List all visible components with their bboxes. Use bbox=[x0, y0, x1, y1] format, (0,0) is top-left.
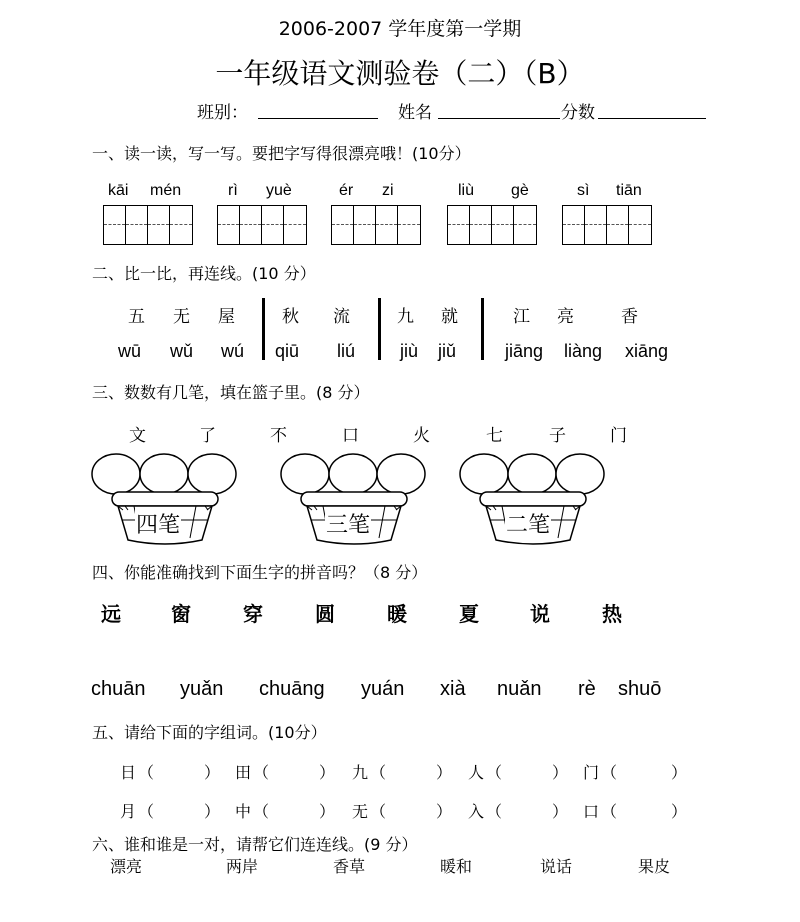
character: 亮 bbox=[557, 307, 574, 327]
paren-open: （ bbox=[138, 802, 155, 821]
paren-close: ） bbox=[204, 802, 221, 821]
page-title: 一年级语文测验卷（二）（B） bbox=[215, 57, 585, 90]
pinyin: wú bbox=[221, 341, 245, 361]
pinyin: wū bbox=[118, 341, 142, 361]
score-label: 分数 bbox=[561, 103, 595, 123]
word-char: 口 bbox=[583, 802, 600, 821]
paren-open: （ bbox=[601, 763, 618, 782]
pinyin: mén bbox=[150, 182, 182, 199]
writing-grid[interactable] bbox=[447, 205, 537, 245]
paren-close: ） bbox=[552, 763, 569, 782]
section-6-heading: 六、谁和谁是一对，请帮它们连连线。(9 分） bbox=[92, 835, 418, 854]
basket-label: 二笔 bbox=[505, 508, 551, 539]
pinyin: xià bbox=[440, 678, 466, 700]
character: 门 bbox=[610, 426, 627, 446]
year-line: 2006-2007 学年度第一学期 bbox=[278, 18, 522, 40]
match-word: 果皮 bbox=[638, 857, 671, 876]
character: 圆 bbox=[315, 602, 335, 626]
divider bbox=[481, 298, 484, 360]
pinyin: rì bbox=[228, 182, 238, 199]
divider bbox=[378, 298, 381, 360]
score-field[interactable] bbox=[598, 100, 706, 119]
character: 暖 bbox=[387, 602, 407, 626]
character: 七 bbox=[486, 426, 503, 446]
basket-label: 三笔 bbox=[325, 508, 371, 539]
pinyin: liú bbox=[337, 341, 356, 361]
name-field[interactable] bbox=[438, 100, 560, 119]
word-char: 田 bbox=[235, 763, 252, 782]
pinyin: tiān bbox=[616, 182, 642, 199]
character: 子 bbox=[549, 426, 566, 446]
word-char: 入 bbox=[468, 802, 485, 821]
pinyin: chuān bbox=[91, 678, 146, 700]
paren-close: ） bbox=[671, 763, 688, 782]
character: 远 bbox=[101, 602, 121, 626]
pinyin: rè bbox=[578, 678, 596, 700]
paren-close: ） bbox=[319, 763, 336, 782]
character: 无 bbox=[173, 307, 190, 327]
character: 就 bbox=[441, 307, 458, 327]
class-field[interactable] bbox=[258, 100, 378, 119]
character: 说 bbox=[530, 602, 550, 626]
match-word: 香草 bbox=[333, 857, 366, 876]
word-char: 无 bbox=[352, 802, 369, 821]
word-char: 日 bbox=[120, 763, 137, 782]
match-word: 漂亮 bbox=[110, 857, 143, 876]
paren-open: （ bbox=[138, 763, 155, 782]
pinyin: shuō bbox=[618, 678, 662, 700]
name-label: 姓名 bbox=[398, 103, 432, 123]
paren-close: ） bbox=[436, 802, 453, 821]
pinyin: nuǎn bbox=[497, 678, 542, 700]
word-char: 人 bbox=[468, 763, 485, 782]
pinyin: gè bbox=[511, 182, 529, 199]
paren-open: （ bbox=[370, 802, 387, 821]
paren-open: （ bbox=[486, 763, 503, 782]
writing-grid[interactable] bbox=[103, 205, 193, 245]
word-char: 门 bbox=[583, 763, 600, 782]
character: 文 bbox=[129, 426, 146, 446]
pinyin: liù bbox=[458, 182, 475, 199]
character: 火 bbox=[413, 426, 430, 446]
pinyin: ér bbox=[339, 182, 354, 199]
character: 江 bbox=[513, 307, 530, 327]
paren-close: ） bbox=[552, 802, 569, 821]
class-label: 班别： bbox=[197, 103, 248, 123]
character: 屋 bbox=[218, 307, 235, 327]
character: 了 bbox=[199, 426, 216, 446]
basket-label: 四笔 bbox=[135, 508, 181, 539]
pinyin: liàng bbox=[564, 341, 603, 361]
character: 秋 bbox=[282, 307, 299, 327]
paren-close: ） bbox=[671, 802, 688, 821]
character: 穿 bbox=[243, 602, 263, 626]
pinyin: sì bbox=[577, 182, 590, 199]
pinyin: wǔ bbox=[170, 341, 194, 361]
paren-open: （ bbox=[601, 802, 618, 821]
character: 九 bbox=[397, 307, 414, 327]
pinyin: jiǔ bbox=[438, 341, 457, 361]
word-char: 月 bbox=[120, 802, 137, 821]
pinyin: jiāng bbox=[505, 341, 544, 361]
paren-open: （ bbox=[253, 802, 270, 821]
character: 口 bbox=[342, 426, 359, 446]
pinyin: chuāng bbox=[259, 678, 325, 700]
pinyin: qiū bbox=[275, 341, 300, 361]
section-5-heading: 五、请给下面的字组词。(10分） bbox=[92, 723, 327, 742]
paren-close: ） bbox=[204, 763, 221, 782]
paren-close: ） bbox=[436, 763, 453, 782]
match-word: 说话 bbox=[540, 857, 573, 876]
writing-grid[interactable] bbox=[331, 205, 421, 245]
pinyin: yuǎn bbox=[180, 678, 224, 700]
paren-close: ） bbox=[319, 802, 336, 821]
paren-open: （ bbox=[253, 763, 270, 782]
writing-grid[interactable] bbox=[217, 205, 307, 245]
pinyin: zi bbox=[382, 182, 394, 199]
match-word: 暖和 bbox=[440, 857, 473, 876]
paren-open: （ bbox=[486, 802, 503, 821]
character: 五 bbox=[128, 307, 145, 327]
word-char: 中 bbox=[235, 802, 252, 821]
section-4-heading: 四、你能准确找到下面生字的拼音吗？（8 分） bbox=[92, 563, 428, 582]
section-2-heading: 二、比一比，再连线。(10 分） bbox=[92, 264, 316, 283]
section-1-heading: 一、读一读，写一写。要把字写得很漂亮哦！(10分） bbox=[92, 144, 471, 163]
character: 热 bbox=[602, 602, 622, 626]
character: 窗 bbox=[171, 602, 191, 626]
word-char: 九 bbox=[352, 763, 369, 782]
pinyin: jiù bbox=[400, 341, 419, 361]
divider bbox=[262, 298, 265, 360]
section-3-heading: 三、数数有几笔，填在篮子里。(8 分） bbox=[92, 383, 370, 402]
pinyin: kāi bbox=[108, 182, 129, 199]
character: 夏 bbox=[459, 602, 479, 626]
pinyin: xiāng bbox=[625, 341, 669, 361]
match-word: 两岸 bbox=[226, 857, 259, 876]
paren-open: （ bbox=[370, 763, 387, 782]
character: 香 bbox=[621, 307, 638, 327]
character: 流 bbox=[333, 307, 350, 327]
pinyin: yuè bbox=[266, 182, 292, 199]
writing-grid[interactable] bbox=[562, 205, 652, 245]
pinyin: yuán bbox=[361, 678, 405, 700]
character: 不 bbox=[270, 426, 287, 446]
